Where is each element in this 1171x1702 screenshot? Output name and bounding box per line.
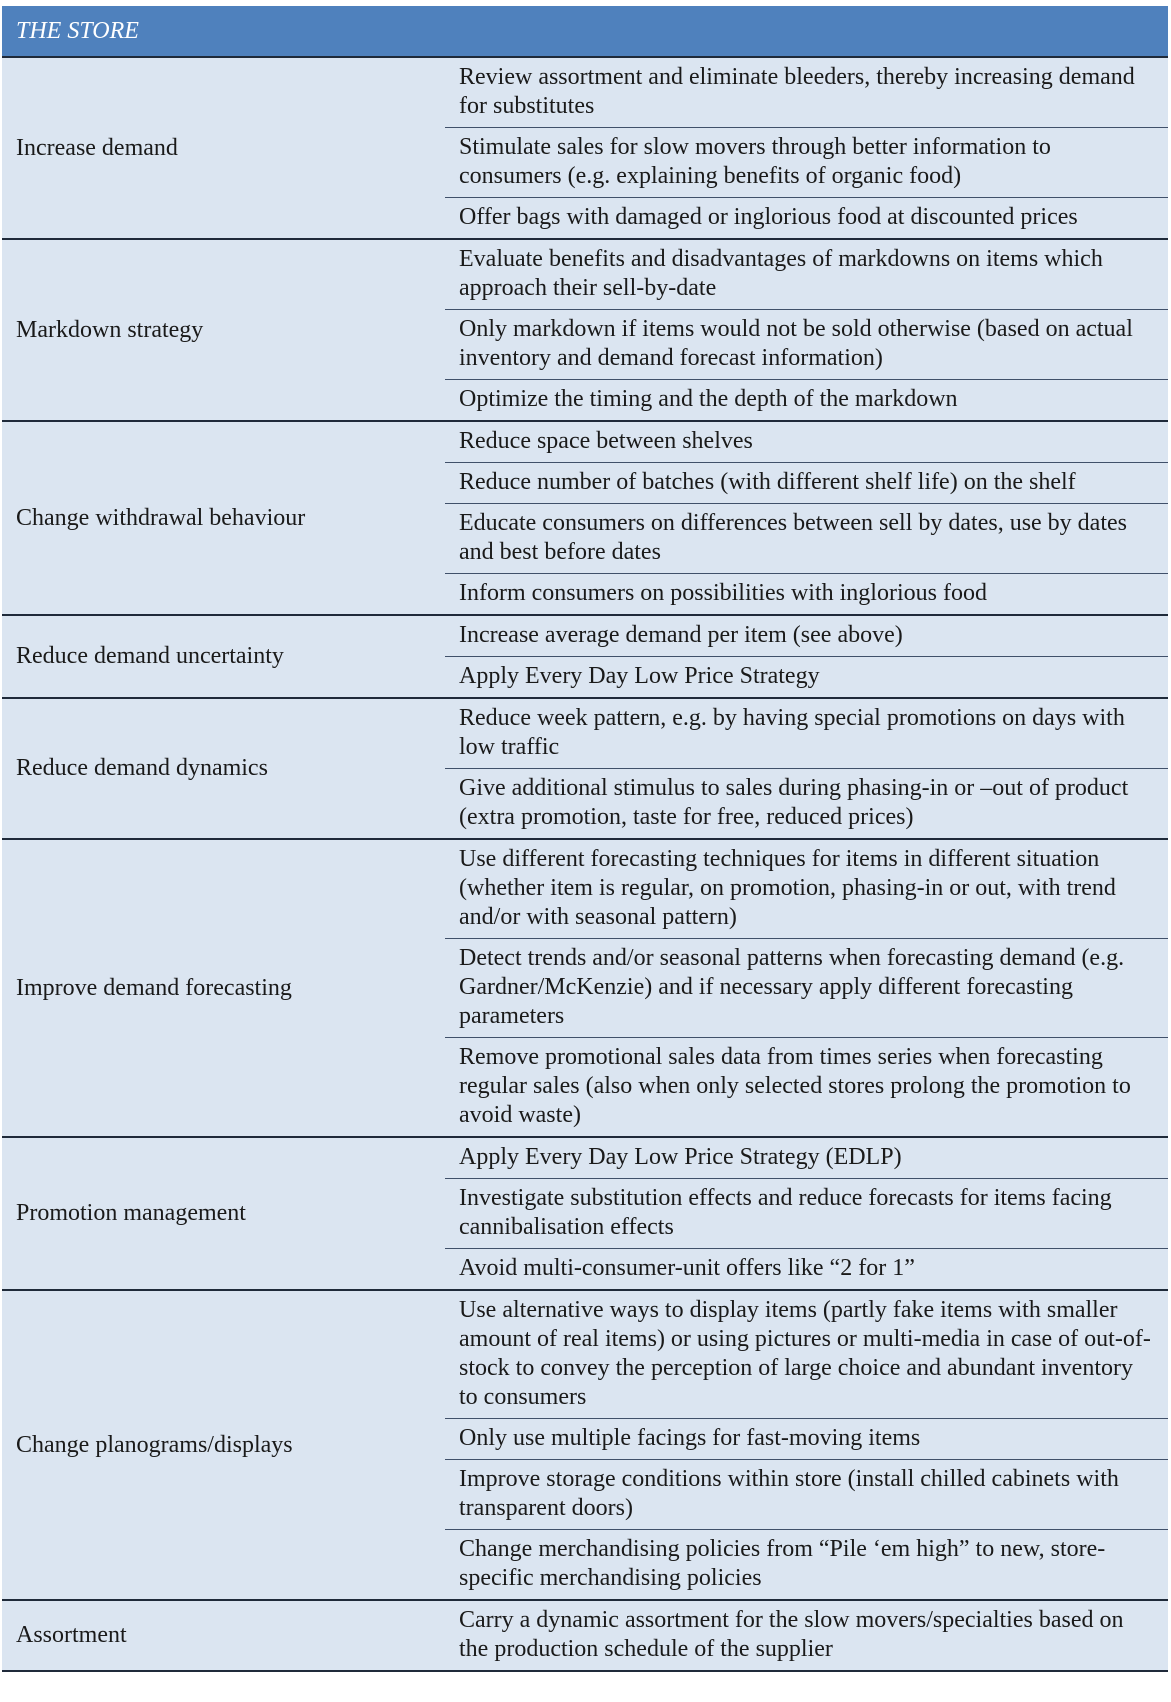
action-cell: Only use multiple facings for fast-moving items [445, 1419, 1168, 1460]
action-cell: Detect trends and/or seasonal patterns when forecasting demand (e.g. Gardner/McKenzie) and if necessary apply different forecasting parameters [445, 939, 1168, 1038]
action-cell: Stimulate sales for slow movers through better information to consumers (e.g. explaining benefits of organic food) [445, 128, 1168, 198]
table-row [2, 1137, 1168, 1179]
category-cell: Markdown strategy [2, 239, 445, 421]
table-header-row [2, 6, 1168, 57]
action-cell: Offer bags with damaged or inglorious food at discounted prices [445, 198, 1168, 240]
table-body [2, 57, 1168, 1671]
action-cell: Use different forecasting techniques for items in different situation (whether item is regular, on promotion, phasing-in or out, with trend and/or with seasonal pattern) [445, 839, 1168, 939]
action-cell: Reduce week pattern, e.g. by having special promotions on days with low traffic [445, 698, 1168, 769]
action-cell: Inform consumers on possibilities with inglorious food [445, 574, 1168, 616]
action-cell: Change merchandising policies from “Pile ‘em high” to new, store-specific merchandising policies [445, 1530, 1168, 1601]
table-row [2, 57, 1168, 128]
action-cell: Evaluate benefits and disadvantages of markdowns on items which approach their sell-by-date [445, 239, 1168, 310]
action-cell: Apply Every Day Low Price Strategy (EDLP) [445, 1137, 1168, 1179]
action-cell: Investigate substitution effects and reduce forecasts for items facing cannibalisation effects [445, 1179, 1168, 1249]
action-cell: Review assortment and eliminate bleeders, thereby increasing demand for substitutes [445, 57, 1168, 128]
category-cell: Assortment [2, 1600, 445, 1671]
action-cell: Increase average demand per item (see above) [445, 615, 1168, 657]
action-cell: Reduce space between shelves [445, 421, 1168, 463]
category-cell: Improve demand forecasting [2, 839, 445, 1137]
action-cell: Educate consumers on differences between sell by dates, use by dates and best before dates [445, 504, 1168, 574]
action-cell: Avoid multi-consumer-unit offers like “2 for 1” [445, 1249, 1168, 1291]
table-header-title: THE STORE [2, 6, 1168, 57]
table-row [2, 839, 1168, 939]
action-cell: Remove promotional sales data from times series when forecasting regular sales (also when only selected stores prolong the promotion to avoid waste) [445, 1038, 1168, 1138]
category-cell: Reduce demand dynamics [2, 698, 445, 839]
table-row [2, 698, 1168, 769]
action-cell: Apply Every Day Low Price Strategy [445, 657, 1168, 699]
category-cell: Reduce demand uncertainty [2, 615, 445, 698]
action-cell: Give additional stimulus to sales during phasing-in or –out of product (extra promotion, taste for free, reduced prices) [445, 769, 1168, 840]
action-cell: Carry a dynamic assortment for the slow movers/specialties based on the production schedule of the supplier [445, 1600, 1168, 1671]
category-cell: Increase demand [2, 57, 445, 239]
table-row [2, 1290, 1168, 1419]
action-cell: Optimize the timing and the depth of the markdown [445, 380, 1168, 422]
category-cell: Change withdrawal behaviour [2, 421, 445, 615]
table-row [2, 615, 1168, 657]
action-cell: Reduce number of batches (with different shelf life) on the shelf [445, 463, 1168, 504]
action-cell: Use alternative ways to display items (partly fake items with smaller amount of real items) or using pictures or multi-media in case of out-of-stock to convey the perception of large choice and abundant inventory to consumers [445, 1290, 1168, 1419]
table-row [2, 421, 1168, 463]
category-cell: Change planograms/displays [2, 1290, 445, 1600]
action-cell: Only markdown if items would not be sold otherwise (based on actual inventory and demand forecast information) [445, 310, 1168, 380]
table-row [2, 1600, 1168, 1671]
category-cell: Promotion management [2, 1137, 445, 1290]
action-cell: Improve storage conditions within store (install chilled cabinets with transparent doors) [445, 1460, 1168, 1530]
store-measures-table [2, 6, 1168, 1672]
table-row [2, 239, 1168, 310]
